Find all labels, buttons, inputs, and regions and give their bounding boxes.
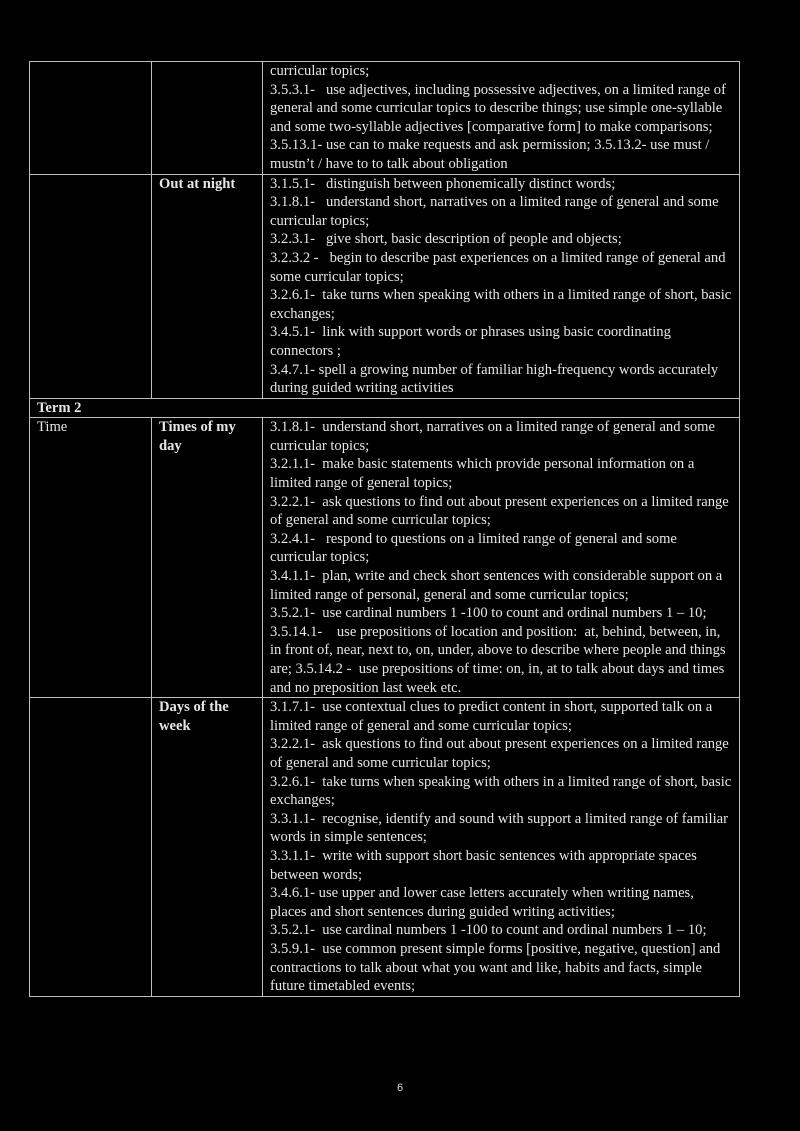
learning-outcome: 3.1.8.1- understand short, narratives on a limited range of general and some curricular topics; [270, 194, 723, 229]
learning-outcomes-cell [263, 174, 740, 398]
learning-outcomes-cell [263, 698, 740, 997]
table-row [30, 62, 740, 175]
table-row [30, 174, 740, 398]
learning-outcome: 3.2.6.1- take turns when speaking with others in a limited range of short, basic exchanges; [270, 773, 735, 809]
topic-cell [152, 62, 263, 175]
learning-outcome: 3.2.6.1- take turns when speaking with others in a limited range of short, basic exchanges; [270, 287, 735, 322]
learning-outcome: curricular topics; [270, 63, 370, 79]
term-row [30, 398, 740, 418]
learning-outcome: 3.2.2.1- ask questions to find out about present experiences on a limited range of general and some curricular topics; [270, 493, 733, 529]
learning-outcome: 3.5.2.1- use cardinal numbers 1 -100 to count and ordinal numbers 1 – 10; [270, 605, 707, 622]
page-number: 6 [396, 1082, 404, 1094]
theme-cell [30, 698, 152, 997]
topic-cell: Times of my day [152, 418, 263, 698]
term-heading: Term 2 [30, 398, 740, 418]
learning-outcome: 3.1.8.1- understand short, narratives on a limited range of general and some curricular topics; [270, 419, 719, 454]
table-row [30, 698, 740, 997]
learning-outcome: 3.2.2.1- ask questions to find out about present experiences on a limited range of general and some curricular topics; [270, 736, 733, 771]
learning-outcome: 3.5.2.1- use cardinal numbers 1 -100 to count and ordinal numbers 1 – 10; [270, 922, 707, 939]
learning-outcome: 3.4.5.1- link with support words or phrases using basic coordinating connectors ; [270, 324, 675, 359]
learning-outcome: 3.2.1.1- make basic statements which provide personal information on a limited range of general topics; [270, 456, 698, 492]
learning-outcome: 3.3.1.1- recognise, identify and sound with support a limited range of familiar words in simple sentences; [270, 810, 732, 846]
learning-outcome: 3.5.13.1- use can to make requests and ask permission; 3.5.13.2- use must / mustn’t / have to to talk about obligation [270, 137, 714, 172]
learning-outcome: 3.4.7.1- spell a growing number of familiar high-frequency words accurately during guided writing activities [270, 361, 722, 397]
learning-outcome: 3.2.3.1- give short, basic description of people and objects; [270, 231, 622, 248]
table-row [30, 418, 740, 698]
learning-outcome: 3.3.1.1- write with support short basic sentences with appropriate spaces between words; [270, 847, 701, 883]
learning-outcome: 3.5.9.1- use common present simple forms [positive, negative, question] and contractions to talk about what you want and like, habits and facts, simple future timetabled events; [270, 940, 724, 995]
learning-outcome: 3.1.5.1- distinguish between phonemically distinct words; [270, 175, 616, 192]
learning-outcome: 3.5.14.1- use prepositions of location and position: at, behind, between, in, in front of, near, next to, on, under, above to describe where people and things are; 3.5.14.2 - use prepositions of time: on, in, at to talk about days and times and no preposition last week etc. [270, 623, 730, 696]
learning-outcome: 3.2.3.2 - begin to describe past experiences on a limited range of general and some curricular topics; [270, 249, 730, 285]
learning-outcome: 3.2.4.1- respond to questions on a limited range of general and some curricular topics; [270, 530, 681, 566]
theme-cell [30, 62, 152, 175]
theme-cell [30, 174, 152, 398]
learning-outcome: 3.5.3.1- use adjectives, including possessive adjectives, on a limited range of general and some curricular topics to describe things; use simple one-syllable and some two-syllable adjectives [comparative form] to make comparisons; [270, 81, 730, 135]
learning-outcomes-cell [263, 62, 740, 175]
learning-outcome: 3.4.1.1- plan, write and check short sentences with considerable support on a limited range of personal, general and some curricular topics; [270, 568, 726, 603]
theme-cell: Time [30, 418, 152, 698]
learning-outcomes-cell [263, 418, 740, 698]
topic-cell: Out at night [152, 174, 263, 398]
learning-outcome: 3.1.7.1- use contextual clues to predict content in short, supported talk on a limited range of general and some curricular topics; [270, 699, 716, 734]
curriculum-table [29, 61, 740, 997]
learning-outcome: 3.4.6.1- use upper and lower case letters accurately when writing names, places and short sentences during guided writing activities; [270, 885, 698, 920]
topic-cell: Days of the week [152, 698, 263, 997]
